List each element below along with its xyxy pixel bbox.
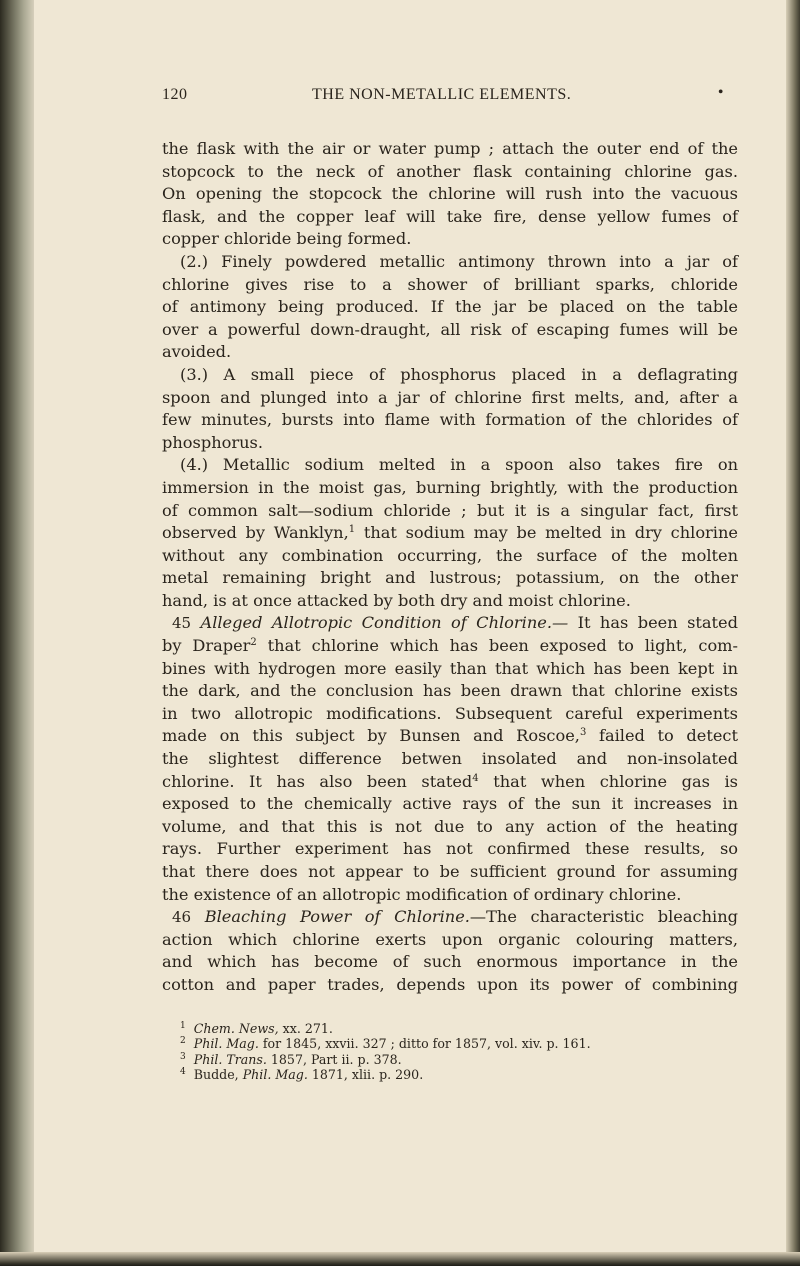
footnote-detail: for 1845, xxvii. 327 ; ditto for 1857, vol. xiv. p. 161. [262, 1036, 591, 1052]
text-line [162, 906, 738, 929]
section-title: Bleaching Power of Chlorine. [204, 907, 470, 927]
text-line: cotton and paper trades, depends upon its power of combining [162, 974, 738, 994]
text-line [162, 522, 738, 545]
text-line [162, 635, 738, 658]
text-line: bines with hydrogen more easily than that which has been kept in [162, 658, 738, 678]
text-line: On opening the stopcock the chlorine will rush into the vacuous [162, 184, 738, 204]
text-fragment: made on this subject by Bunsen and Roscoe, [162, 726, 580, 746]
text-line: flask, and the copper leaf will take fire, dense yellow fumes of [162, 206, 738, 226]
section-number: 46 [172, 908, 192, 927]
footnote [180, 1036, 740, 1051]
text-line: (4.) Metallic sodium melted in a spoon also takes fire on [180, 455, 738, 475]
footnote [180, 1021, 740, 1036]
text-line: stopcock to the neck of another flask containing chlorine gas. [162, 161, 738, 181]
text-line: the flask with the air or water pump ; attach the outer end of the [162, 139, 738, 158]
book-binding-shadow [0, 0, 34, 1266]
header-mark: • [717, 84, 724, 101]
text-line: spoon and plunged into a jar of chlorine first melts, and, after a [162, 387, 738, 407]
text-line: and which has become of such enormous importance in the [162, 952, 738, 972]
text-fragment: It has been stated [577, 613, 738, 633]
page-number: 120 [162, 86, 188, 103]
footnote [180, 1067, 740, 1082]
text-line: metal remaining bright and lustrous; potassium, on the other [162, 568, 738, 588]
text-fragment: that sodium may be melted in dry chlorine [363, 523, 738, 543]
footnote-number: 3 [180, 1051, 186, 1062]
footnotes [180, 1021, 740, 1083]
footnote-source: Phil. Mag. [242, 1067, 308, 1083]
text-fragment: that when chlorine gas is [493, 771, 738, 791]
body-text [162, 138, 738, 997]
footnote-ref: 2 [250, 637, 257, 649]
footnote-author: Budde, [193, 1067, 239, 1083]
page-bottom-edge [0, 1252, 800, 1266]
footnote-detail: 1871, xlii. p. 290. [311, 1067, 424, 1083]
text-line: phosphorus. [162, 432, 263, 452]
text-line: avoided. [162, 342, 232, 362]
text-fragment: by Draper [162, 636, 251, 656]
text-line [162, 612, 738, 635]
footnote-detail: 1857, Part ii. p. 378. [270, 1051, 402, 1067]
text-line: action which chlorine exerts upon organic colouring matters, [162, 929, 738, 949]
text-line [162, 725, 738, 748]
footnote-number: 4 [180, 1067, 186, 1078]
running-head: THE NON-METALLIC ELEMENTS. [312, 86, 572, 103]
text-line: of common salt—sodium chloride ; but it is a singular fact, first [162, 500, 738, 520]
text-line: of antimony being produced. If the jar be placed on the table [162, 297, 738, 317]
footnote-ref: 1 [348, 524, 356, 536]
footnote-source: Phil. Mag. [193, 1036, 259, 1052]
text-line: volume, and that this is not due to any action of the heating [162, 816, 738, 836]
page-edge-shadow [786, 0, 800, 1266]
footnote-number: 1 [180, 1021, 186, 1031]
text-line [162, 771, 738, 794]
footnote-source: Chem. News, [193, 1021, 279, 1036]
text-line: hand, is at once attacked by both dry and moist chlorine. [162, 590, 631, 610]
text-line: over a powerful down-draught, all risk of escaping fumes will be [162, 319, 738, 339]
text-line: (2.) Finely powdered metallic antimony thrown into a jar of [180, 251, 738, 271]
text-line: the existence of an allotropic modification of ordinary chlorine. [162, 884, 682, 904]
text-line: chlorine gives rise to a shower of brilliant sparks, chloride [162, 274, 738, 294]
text-line: the slightest difference betwen insolated and non-insolated [162, 749, 738, 769]
footnote-detail: xx. 271. [282, 1021, 333, 1036]
text-line: few minutes, bursts into flame with formation of the chlorides of [162, 410, 738, 430]
text-line: without any combination occurring, the surface of the molten [162, 545, 738, 565]
section-number: 45 [172, 614, 192, 633]
text-line: the dark, and the conclusion has been drawn that chlorine exists [162, 681, 738, 701]
page-header [162, 84, 724, 110]
footnote-number: 2 [180, 1036, 186, 1047]
text-fragment: that chlorine which has been exposed to light, com- [267, 636, 739, 656]
text-line: rays. Further experiment has not confirmed these results, so [162, 839, 738, 859]
footnote [180, 1052, 740, 1067]
text-fragment: —The characteristic bleaching [469, 907, 738, 927]
footnote-source: Phil. Trans. [193, 1051, 267, 1067]
text-line: that there does not appear to be sufficient ground for assuming [162, 862, 738, 881]
text-line: immersion in the moist gas, burning brightly, with the production [162, 477, 738, 497]
text-line: copper chloride being formed. [162, 229, 412, 249]
text-fragment: chlorine. It has also been stated [162, 771, 473, 791]
text-fragment: observed by Wanklyn, [162, 523, 349, 543]
text-line: (3.) A small piece of phosphorus placed in a deflagrating [180, 364, 738, 384]
text-line: in two allotropic modifications. Subsequent careful experiments [162, 703, 738, 723]
section-title: Alleged Allotropic Condition of Chlorine.— [200, 613, 569, 633]
text-line: exposed to the chemically active rays of the sun it increases in [162, 794, 738, 814]
text-fragment: failed to detect [598, 726, 738, 746]
footnote-ref: 3 [579, 727, 587, 739]
footnote-ref: 4 [472, 772, 479, 784]
